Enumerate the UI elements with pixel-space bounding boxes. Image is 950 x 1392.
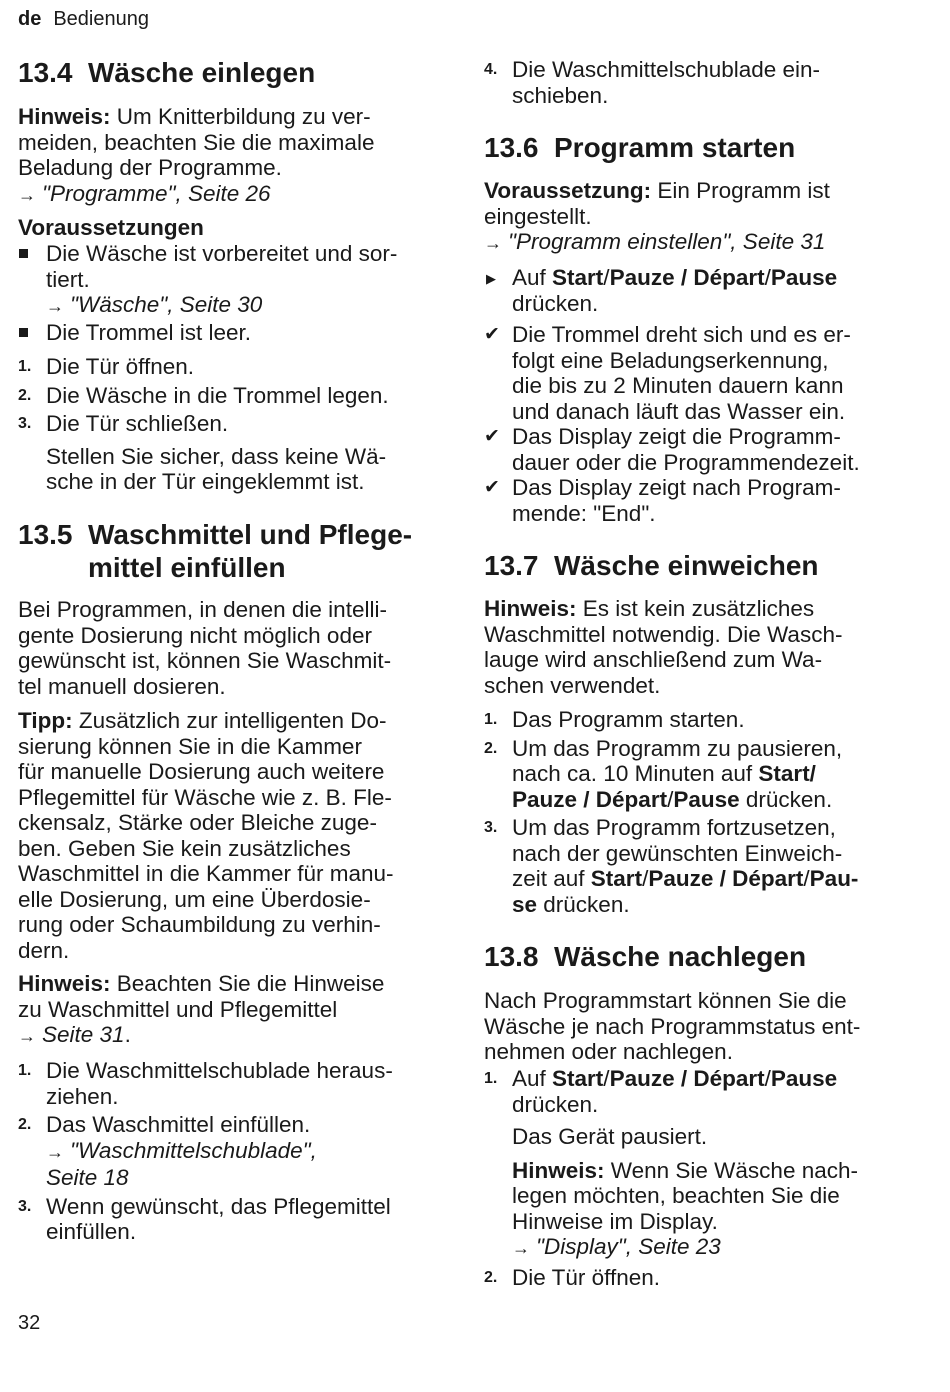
step: 2. Das Waschmittel einfüllen. → "Waschmittelschublade", Seite 18 [18,1112,443,1191]
step: 2. Um das Programm zu pausieren, nach ca. 10 Minuten auf Start/ Pauze / Départ/Pause drücken. [484,735,843,812]
cross-reference[interactable]: → "Waschmittelschublade", [46,1137,317,1163]
step: 3. Die Tür schließen. Stellen Sie sicher, dass keine Wä- sche in der Tür eingeklemmt ist. [18,411,387,494]
list-item: Die Wäsche ist vorbereitet und sor- tiert. → "Wäsche", Seite 30 [18,241,443,320]
list-item: Die Trommel ist leer. [18,320,443,346]
triangle-bullet-icon: ▶ [486,271,496,286]
step: 1. Auf Start/Pauze / Départ/Pause drücken. Das Gerät pausiert. Hinweis: Wenn Sie Wäsche nach- legen möchten, beachten Sie die Hinweise im Display. → "Display", Seite 23 [484,1066,914,1262]
hint-13-7: Hinweis: Es ist kein zusätzliches Waschmittel notwendig. Die Wasch- lauge wird anschließend zum Wa- schen verwendet. [484,596,843,698]
prerequisites-title: Voraussetzungen [18,215,204,240]
bullet-square-icon [19,249,28,258]
steps-13-5-continued [484,57,914,108]
result-item: ✔ Das Display zeigt nach Program- mende: "End". [484,475,841,526]
results-13-6 [484,322,914,526]
cross-reference[interactable]: → "Display", Seite 23 [512,1234,721,1259]
step: 3. Wenn gewünscht, das Pflegemittel einfüllen. [18,1193,391,1244]
arrow-right-icon: → [46,1141,64,1162]
checkmark-icon: ✔ [484,426,500,447]
result-item: ✔ Die Trommel dreht sich und es er- folgt eine Beladungserkennung, die bis zu 2 Minuten dauern kann und danach läuft das Wasser ein. [484,322,851,424]
cross-reference[interactable]: → Seite 31. [18,1022,131,1047]
heading-13-7: 13.7 Wäsche einweichen [484,550,819,581]
step: 3. Um das Programm fortzusetzen, nach der gewünschten Einweich- zeit auf Start/Pauze / Départ/Pau- se drücken. [484,815,859,917]
steps-13-4 [18,354,443,495]
tip-13-5: Tipp: Zusätzlich zur intelligenten Do- sierung können Sie in die Kammer für manuelle Dosierung auch weitere Pflegemittel für Wäsche wie z. B. Fle- ckensalz, Stärke oder Bleiche zuge- ben. Geben Sie kein zusätzliches Waschmittel in die Kammer für manu- elle Dosierung, um eine Überdosie- rung oder Schaumbildung zu verhin- dern. [18,708,394,963]
arrow-right-icon: → [46,296,64,316]
step: 2. Die Wäsche in die Trommel legen. [18,382,389,408]
steps-13-8 [484,1066,914,1290]
heading-13-8: 13.8 Wäsche nachlegen [484,941,807,972]
arrow-right-icon: → [512,1238,530,1258]
step: 4. Die Waschmittelschublade ein- schieben. [484,57,821,108]
heading-13-6: 13.6 Programm starten [484,132,796,163]
action-step: ▶ Auf Start/Pauze / Départ/Pause drücken. [486,265,838,316]
section-name: Bedienung [53,8,149,30]
cross-reference[interactable]: → "Programme", Seite 26 [18,180,271,206]
prerequisite-13-6: Voraussetzung: Ein Programm ist eingestellt. → "Programm einstellen", Seite 31 [484,178,914,257]
cross-reference[interactable]: → "Wäsche", Seite 30 [46,292,263,317]
heading-13-5: 13.5 Waschmittel und Pflege- mittel einfüllen [18,519,413,583]
arrow-right-icon: → [484,233,502,253]
arrow-right-icon: → [18,184,36,205]
heading-13-4: 13.4 Wäsche einlegen [18,57,316,88]
hint-13-5: Hinweis: Beachten Sie die Hinweise zu Waschmittel und Pflegemittel → Seite 31. [18,971,443,1050]
intro-13-5: Bei Programmen, in denen die intelli- gente Dosierung nicht möglich oder gewünscht ist, können Sie Waschmit- tel manuell dosieren. [18,597,392,699]
step: 1. Die Waschmittelschublade heraus- ziehen. [18,1058,393,1109]
page-header [18,8,149,31]
checkmark-icon: ✔ [484,324,500,345]
step: 1. Das Programm starten. [484,707,745,732]
hint-13-4: Hinweis: Um Knitterbildung zu ver- meiden, beachten Sie die maximale Beladung der Programme. → "Programme", Seite 26 [18,104,443,208]
result-item: ✔ Das Display zeigt die Programm- dauer oder die Programmendezeit. [484,424,860,475]
checkmark-icon: ✔ [484,477,500,498]
page-number: 32 [18,1312,41,1334]
action-13-6 [484,265,914,316]
prerequisite-list [18,241,443,345]
step: 2. Die Tür öffnen. [484,1264,661,1290]
steps-13-5 [18,1058,443,1245]
steps-13-7 [484,707,914,917]
bullet-square-icon [19,328,28,337]
language-code: de [18,8,42,30]
arrow-right-icon: → [18,1026,36,1046]
intro-13-8: Nach Programmstart können Sie die Wäsche je nach Programmstatus ent- nehmen oder nachlegen. [484,988,861,1064]
step: 1. Die Tür öffnen. [18,354,195,379]
cross-reference[interactable]: → "Programm einstellen", Seite 31 [484,229,826,254]
